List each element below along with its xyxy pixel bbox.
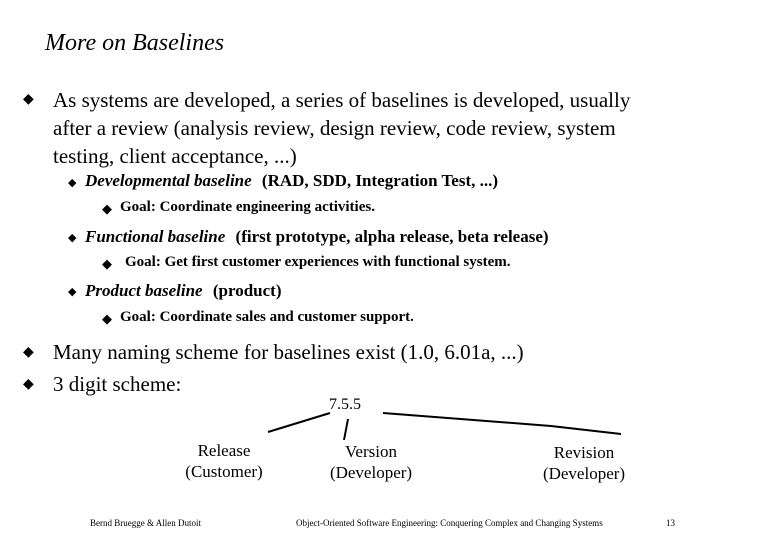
revision-connector-end	[551, 426, 621, 434]
revision-label	[531, 442, 637, 484]
release-connector	[268, 413, 330, 432]
diamond-bullet-icon: ◆	[102, 201, 112, 216]
main-bullet-1-line-1: As systems are developed, a series of baselines is developed, usually	[53, 88, 631, 112]
version-label-line-1: Version	[345, 442, 397, 461]
release-label-line-1: Release	[197, 441, 251, 460]
version-label	[318, 441, 424, 483]
diamond-bullet-icon: ◆	[102, 256, 112, 271]
goal-functional: Goal: Get first customer experiences with functional system.	[125, 254, 511, 270]
diamond-bullet-icon: ◆	[102, 311, 112, 326]
revision-connector-top	[383, 413, 551, 426]
footer-book-title: Object-Oriented Software Engineering: Conquering Complex and Changing Systems	[296, 518, 603, 528]
slide-title: More on Baselines	[45, 30, 225, 56]
goal-product: Goal: Coordinate sales and customer support.	[120, 309, 414, 325]
revision-label-line-2: (Developer)	[542, 464, 626, 483]
baseline-detail: (first prototype, alpha release, beta release)	[235, 227, 549, 246]
small-diamond-bullet-icon: ◆	[68, 177, 77, 189]
footer-authors: Bernd Bruegge & Allen Dutoit	[90, 518, 201, 528]
baseline-detail: (product)	[212, 281, 282, 300]
revision-label-line-1: Revision	[553, 443, 615, 462]
main-bullet-3: 3 digit scheme:	[53, 372, 182, 396]
baseline-name: Functional baseline	[85, 227, 226, 246]
small-diamond-bullet-icon: ◆	[68, 232, 77, 244]
release-label-line-2: (Customer)	[185, 462, 263, 481]
main-bullet-1-line-3: testing, client acceptance, ...)	[53, 144, 297, 168]
version-connector	[344, 419, 348, 440]
diamond-bullet-icon: ◆	[23, 345, 34, 360]
baseline-name: Product baseline	[85, 281, 203, 300]
baseline-detail: (RAD, SDD, Integration Test, ...)	[261, 171, 499, 190]
main-bullet-1-line-2: after a review (analysis review, design review, code review, system	[53, 116, 616, 140]
goal-developmental: Goal: Coordinate engineering activities.	[120, 199, 375, 215]
diamond-bullet-icon: ◆	[23, 377, 34, 392]
diamond-bullet-icon: ◆	[23, 92, 34, 107]
release-label	[174, 440, 274, 482]
small-diamond-bullet-icon: ◆	[68, 286, 77, 298]
baseline-name: Developmental baseline	[85, 171, 252, 190]
version-number: 7.5.5	[329, 396, 361, 413]
version-label-line-2: (Developer)	[329, 463, 413, 482]
main-bullet-2: Many naming scheme for baselines exist (1.0, 6.01a, ...)	[53, 340, 524, 364]
footer-page-number: 13	[666, 518, 675, 528]
